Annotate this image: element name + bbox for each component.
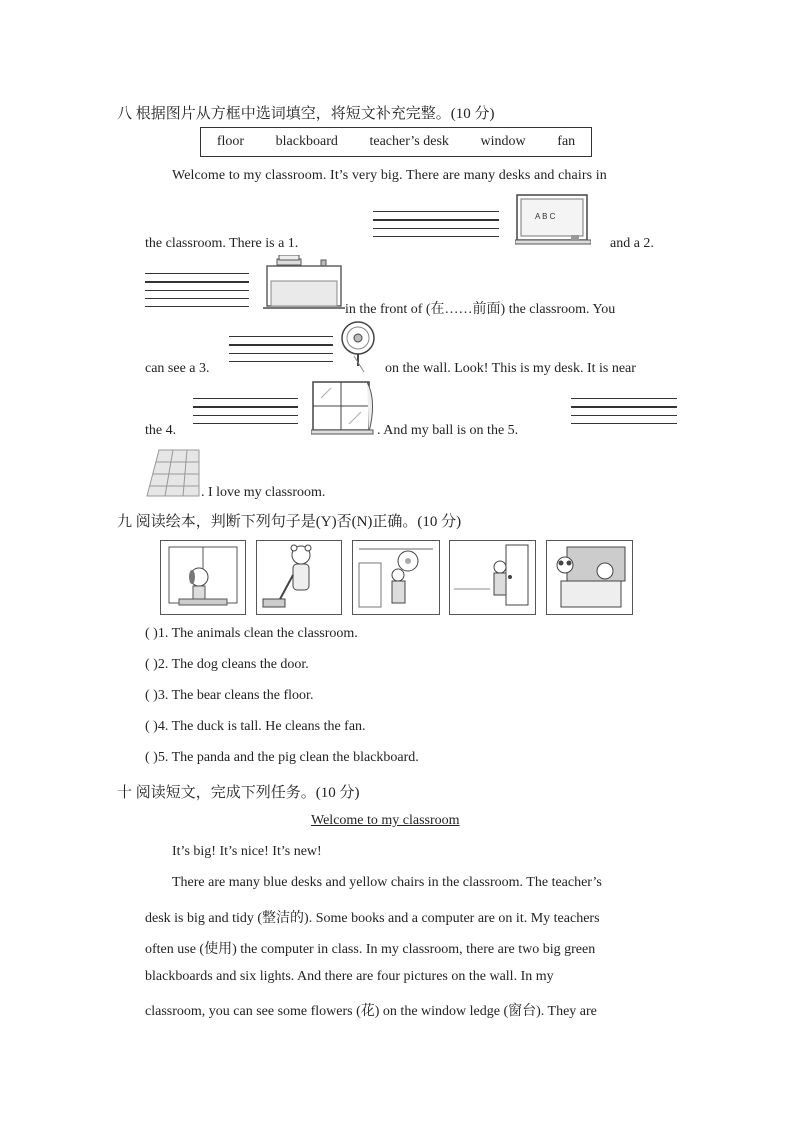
word-window: window [480,134,526,149]
passage-line-2a: the classroom. There is a 1. [145,236,299,251]
passage-line-1: Welcome to my classroom. It’s very big. There are many desks and chairs in [172,168,607,183]
reading-paragraph-1: It’s big! It’s nice! It’s new! [172,844,322,859]
section-10-heading: 十 阅读短文，完成下列任务。(10 分) [117,785,360,801]
word-fan: fan [557,134,576,149]
section-9-heading: 九 阅读绘本，判断下列句子是(Y)否(N)正确。(10 分) [117,514,462,530]
word-floor: floor [216,134,245,149]
reading-line-2: desk is big and tidy (整洁的). Some books and a computer are on it. My teachers [145,911,600,926]
passage-line-4a: can see a 3. [145,361,210,376]
passage-line-4b: on the wall. Look! This is my desk. It is near [385,361,636,376]
reading-line-3: often use (使用) the computer in class. In my classroom, there are two big green [145,942,596,957]
answer-blank-3[interactable] [229,336,333,362]
answer-blank-1[interactable] [373,211,499,237]
reading-line-4: blackboards and six lights. And there are four pictures on the wall. In my [145,969,554,984]
answer-blank-2[interactable] [145,273,249,307]
teachers-desk-picture [263,255,345,311]
story-picture-3 [352,540,440,615]
judgement-item-2: ( )2. The dog cleans the door. [145,657,309,672]
story-picture-2 [256,540,342,615]
window-picture [311,380,377,436]
judgement-item-4: ( )4. The duck is tall. He cleans the fan. [145,719,366,734]
story-picture-5 [546,540,633,615]
word-blackboard: blackboard [275,134,338,149]
word-box [200,127,592,157]
reading-title: Welcome to my classroom [311,813,460,828]
answer-blank-4[interactable] [193,398,298,424]
word-teachers-desk: teacher’s desk [369,134,449,149]
passage-line-3: in the front of (在……前面) the classroom. You [345,302,616,317]
story-picture-1 [160,540,246,615]
judgement-item-1: ( )1. The animals clean the classroom. [145,626,358,641]
judgement-item-5: ( )5. The panda and the pig clean the blackboard. [145,750,419,765]
judgement-item-3: ( )3. The bear cleans the floor. [145,688,314,703]
passage-line-6: . I love my classroom. [201,485,326,500]
blackboard-picture [515,193,591,248]
fan-picture [340,320,378,374]
passage-line-5b: . And my ball is on the 5. [377,423,519,438]
passage-line-5a: the 4. [145,423,177,438]
reading-line-5: classroom, you can see some flowers (花) on the window ledge (窗台). They are [145,1004,597,1019]
floor-picture [145,448,201,498]
story-picture-4 [449,540,536,615]
passage-line-2b: and a 2. [610,236,654,251]
answer-blank-5[interactable] [571,398,677,424]
reading-line-1: There are many blue desks and yellow chairs in the classroom. The teacher’s [172,875,602,890]
section-8-heading: 八 根据图片从方框中选词填空，将短文补充完整。(10 分) [117,106,495,122]
board-letters: A B C [535,212,556,221]
